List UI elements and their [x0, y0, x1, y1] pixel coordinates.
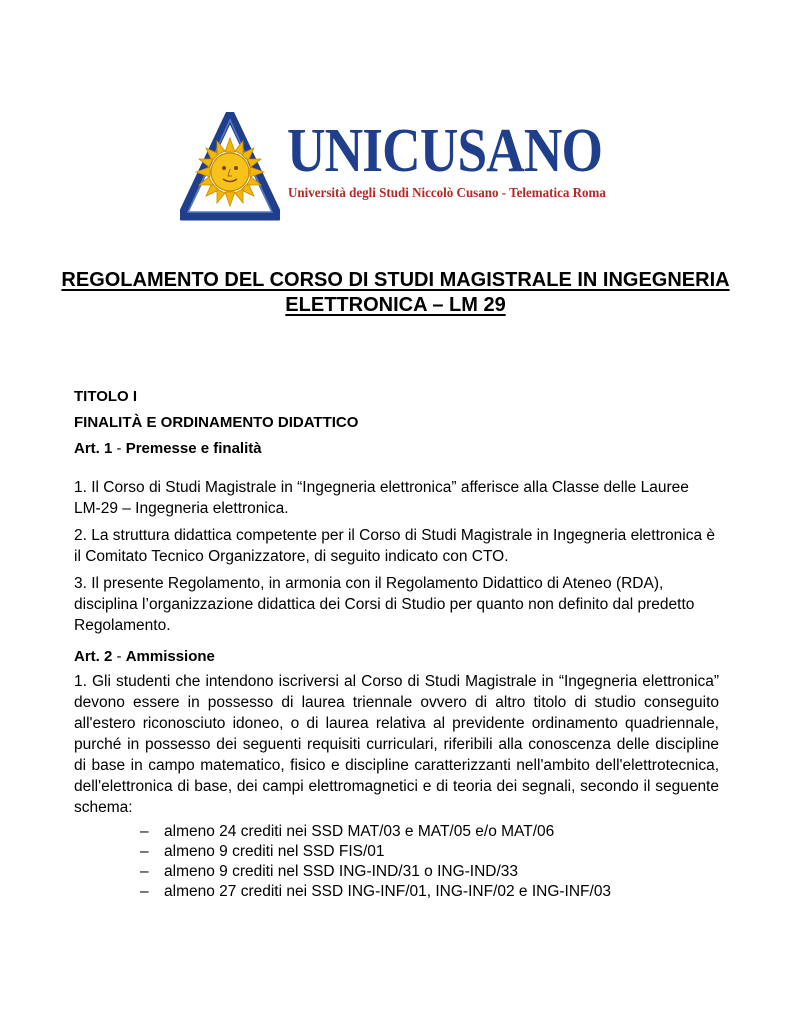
art1-separator: -	[112, 440, 126, 457]
art1-label: Art. 1	[74, 440, 113, 457]
brand-subtitle: Università degli Studi Niccolò Cusano - Telematica Roma	[288, 186, 606, 201]
bullet-dash: –	[140, 823, 149, 840]
requirement-text: almeno 27 crediti nei SSD ING-INF/01, ING-INF/02 e ING-INF/03	[164, 883, 612, 900]
list-item	[140, 862, 611, 882]
requirements-list	[140, 822, 611, 902]
art2-paragraph-1: 1. Gli studenti che intendono iscriversi al Corso di Studi Magistrale in “Ingegneria elettronica” devono essere in possesso di laurea triennale ovvero di altro titolo di studio conseguito all'estero riconosciuto idoneo, o di laurea relativa al previdente ordinamento quadriennale, purché in possesso dei seguenti requisiti curriculari, riferibili alla conoscenza delle discipline di base in campo matematico, fisico e discipline caratterizzanti nell'ambito dell'elettrotecnica, dell'elettronica di base, dei campi elettromagnetici e di teoria dei segnali, secondo il seguente schema:	[74, 673, 719, 816]
title-line-2: ELETTRONICA – LM 29	[285, 294, 506, 316]
art1-paragraph-2: 2. La struttura didattica competente per il Corso di Studi Magistrale in Ingegneria elettronica è il Comitato Tecnico Organizzatore, di seguito indicato con CTO.	[74, 527, 716, 565]
document-title	[60, 268, 731, 318]
art2-label: Art. 2	[74, 648, 113, 665]
bullet-dash: –	[140, 883, 149, 900]
art1-paragraph-1: 1. Il Corso di Studi Magistrale in “Ingegneria elettronica” afferisce alla Classe delle Lauree LM-29 – Ingegneria elettronica.	[74, 479, 689, 517]
requirement-text: almeno 9 crediti nel SSD ING-IND/31 o ING-IND/33	[164, 863, 519, 880]
list-item	[140, 822, 611, 842]
requirement-text: almeno 24 crediti nei SSD MAT/03 e MAT/05 e/o MAT/06	[164, 823, 555, 840]
bullet-dash: –	[140, 863, 149, 880]
art2-heading	[74, 648, 215, 665]
bullet-dash: –	[140, 843, 149, 860]
requirement-text: almeno 9 crediti nel SSD FIS/01	[164, 843, 385, 860]
list-item	[140, 882, 611, 902]
art1-heading	[74, 440, 262, 457]
art2-separator: -	[112, 648, 126, 665]
art1-paragraph-3: 3. Il presente Regolamento, in armonia con il Regolamento Didattico di Ateneo (RDA), disciplina l’organizzazione didattica dei Corsi di Studio per quanto non definito dal predetto Regolamento.	[74, 575, 695, 634]
section-titolo: TITOLO I	[74, 388, 138, 405]
section-subtitle: FINALITÀ E ORDINAMENTO DIDATTICO	[74, 414, 359, 431]
list-item	[140, 842, 611, 862]
title-line-1: REGOLAMENTO DEL CORSO DI STUDI MAGISTRALE IN INGEGNERIA	[61, 269, 730, 291]
university-logo	[180, 112, 610, 222]
sun-triangle-emblem-icon	[180, 112, 280, 222]
art1-title: Premesse e finalità	[125, 440, 262, 457]
art2-title: Ammissione	[125, 648, 215, 665]
brand-name: UNICUSANO	[287, 117, 603, 185]
